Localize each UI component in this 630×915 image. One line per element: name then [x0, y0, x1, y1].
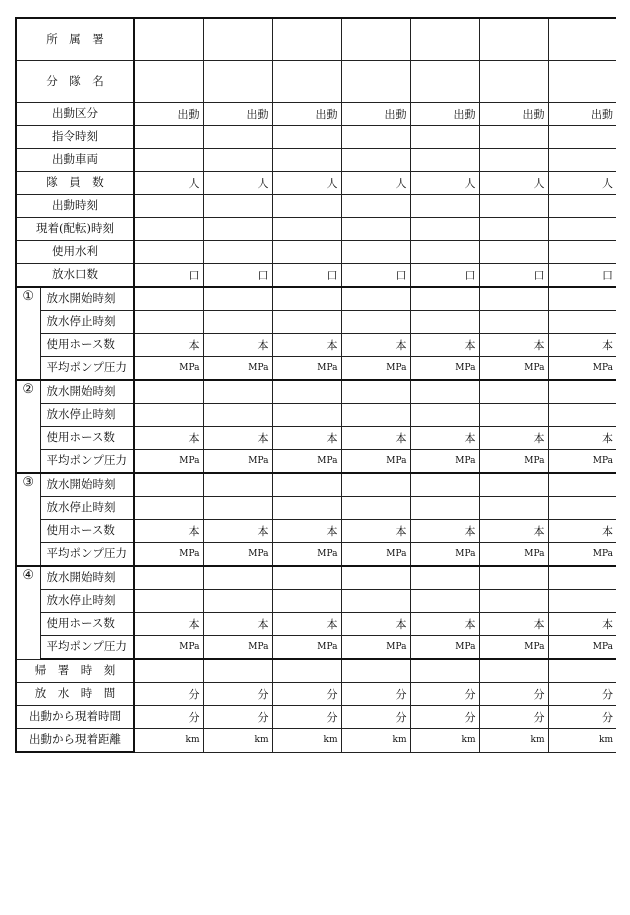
station-cell[interactable]	[410, 18, 479, 61]
station-cell[interactable]	[548, 18, 616, 61]
discharge-group-marker: ④	[16, 566, 40, 659]
hose-count-cell[interactable]: 本	[203, 613, 272, 636]
water-source-cell[interactable]	[410, 241, 479, 264]
return-time-cell[interactable]	[203, 659, 272, 683]
discharge-duration-cell[interactable]: 分	[134, 683, 203, 706]
hose-count-cell[interactable]: 本	[341, 334, 410, 357]
discharge-start-time-cell[interactable]	[272, 566, 341, 590]
discharge-stop-time-cell[interactable]	[479, 497, 548, 520]
dispatch-time-label: 出動時刻	[16, 195, 134, 218]
discharge-stop-time-cell[interactable]	[272, 497, 341, 520]
dispatch-to-arrival-distance-row	[16, 729, 616, 753]
unit-name-cell[interactable]	[272, 61, 341, 103]
discharge-duration-cell[interactable]: 分	[203, 683, 272, 706]
arrival-time-cell[interactable]	[410, 218, 479, 241]
hose-count-cell[interactable]: 本	[203, 427, 272, 450]
command-time-label: 指令時刻	[16, 126, 134, 149]
arrival-time-cell[interactable]	[479, 218, 548, 241]
discharge-duration-cell[interactable]: 分	[341, 683, 410, 706]
dispatch-to-arrival-distance-cell[interactable]: km	[272, 729, 341, 753]
dispatch-time-cell[interactable]	[203, 195, 272, 218]
dispatch-to-arrival-time-cell[interactable]: 分	[479, 706, 548, 729]
discharge-stop-time-cell[interactable]	[134, 311, 203, 334]
unit-name-cell[interactable]	[134, 61, 203, 103]
command-time-cell[interactable]	[479, 126, 548, 149]
water-source-cell[interactable]	[272, 241, 341, 264]
hose-count-cell[interactable]: 本	[548, 427, 616, 450]
pump-pressure-label: 平均ポンプ圧力	[40, 450, 134, 474]
hose-count-cell[interactable]: 本	[134, 520, 203, 543]
hose-count-cell[interactable]: 本	[272, 520, 341, 543]
hose-count-label: 使用ホース数	[40, 427, 134, 450]
discharge-start-time-cell[interactable]	[410, 566, 479, 590]
discharge-start-time-cell[interactable]	[479, 473, 548, 497]
water-source-cell[interactable]	[479, 241, 548, 264]
dispatch-type-row	[16, 103, 616, 126]
pump-pressure-row	[16, 636, 616, 660]
hose-count-cell[interactable]: 本	[341, 520, 410, 543]
pump-pressure-cell[interactable]: MPa	[272, 543, 341, 567]
discharge-duration-row	[16, 683, 616, 706]
hose-count-label: 使用ホース数	[40, 520, 134, 543]
hose-count-cell[interactable]: 本	[134, 427, 203, 450]
discharge-start-time-label: 放水開始時刻	[40, 287, 134, 311]
discharge-stop-time-row	[16, 311, 616, 334]
discharge-stop-time-cell[interactable]	[341, 590, 410, 613]
discharge-start-time-cell[interactable]	[548, 287, 616, 311]
station-cell[interactable]	[134, 18, 203, 61]
nozzle-count-cell[interactable]: 口	[272, 264, 341, 288]
arrival-time-cell[interactable]	[341, 218, 410, 241]
pump-pressure-cell[interactable]: MPa	[410, 636, 479, 660]
pump-pressure-cell[interactable]: MPa	[341, 450, 410, 474]
discharge-stop-time-cell[interactable]	[272, 590, 341, 613]
discharge-stop-time-cell[interactable]	[203, 404, 272, 427]
unit-name-row	[16, 61, 616, 103]
arrival-time-cell[interactable]	[548, 218, 616, 241]
dispatch-to-arrival-time-cell[interactable]: 分	[203, 706, 272, 729]
discharge-stop-time-cell[interactable]	[272, 404, 341, 427]
discharge-stop-time-label: 放水停止時刻	[40, 404, 134, 427]
discharge-start-time-cell[interactable]	[548, 566, 616, 590]
dispatch-type-label: 出動区分	[16, 103, 134, 126]
dispatch-to-arrival-distance-cell[interactable]: km	[479, 729, 548, 753]
arrival-time-row	[16, 218, 616, 241]
dispatch-to-arrival-time-label: 出動から現着時間	[16, 706, 134, 729]
pump-pressure-cell[interactable]: MPa	[203, 357, 272, 381]
dispatch-to-arrival-distance-cell[interactable]: km	[134, 729, 203, 753]
station-row	[16, 18, 616, 61]
discharge-start-time-cell[interactable]	[272, 287, 341, 311]
nozzle-count-cell[interactable]: 口	[410, 264, 479, 288]
discharge-start-time-cell[interactable]	[134, 473, 203, 497]
command-time-cell[interactable]	[272, 126, 341, 149]
dispatch-type-cell[interactable]: 出動	[548, 103, 616, 126]
pump-pressure-cell[interactable]: MPa	[548, 357, 616, 381]
discharge-start-time-cell[interactable]	[479, 380, 548, 404]
pump-pressure-label: 平均ポンプ圧力	[40, 543, 134, 567]
discharge-stop-time-cell[interactable]	[203, 311, 272, 334]
discharge-stop-time-cell[interactable]	[479, 404, 548, 427]
hose-count-cell[interactable]: 本	[134, 334, 203, 357]
pump-pressure-cell[interactable]: MPa	[134, 543, 203, 567]
dispatch-vehicle-label: 出動車両	[16, 149, 134, 172]
station-cell[interactable]	[341, 18, 410, 61]
return-time-row	[16, 659, 616, 683]
discharge-duration-label: 放 水 時 間	[16, 683, 134, 706]
crew-count-cell[interactable]: 人	[341, 172, 410, 195]
dispatch-vehicle-cell[interactable]	[341, 149, 410, 172]
crew-count-cell[interactable]: 人	[203, 172, 272, 195]
discharge-start-time-cell[interactable]	[134, 287, 203, 311]
discharge-start-time-cell[interactable]	[134, 566, 203, 590]
discharge-group-marker: ①	[16, 287, 40, 380]
discharge-start-time-cell[interactable]	[341, 287, 410, 311]
discharge-stop-time-label: 放水停止時刻	[40, 590, 134, 613]
dispatch-type-cell[interactable]: 出動	[272, 103, 341, 126]
hose-count-cell[interactable]: 本	[479, 520, 548, 543]
nozzle-count-cell[interactable]: 口	[134, 264, 203, 288]
return-time-cell[interactable]	[134, 659, 203, 683]
hose-count-cell[interactable]: 本	[410, 613, 479, 636]
discharge-stop-time-cell[interactable]	[134, 497, 203, 520]
discharge-duration-cell[interactable]: 分	[479, 683, 548, 706]
discharge-stop-time-cell[interactable]	[479, 311, 548, 334]
water-source-cell[interactable]	[134, 241, 203, 264]
dispatch-record-table	[15, 17, 616, 753]
discharge-start-time-label: 放水開始時刻	[40, 566, 134, 590]
dispatch-time-cell[interactable]	[134, 195, 203, 218]
hose-count-cell[interactable]: 本	[272, 334, 341, 357]
crew-count-label: 隊 員 数	[16, 172, 134, 195]
dispatch-vehicle-cell[interactable]	[203, 149, 272, 172]
unit-name-label: 分 隊 名	[16, 61, 134, 103]
unit-name-cell[interactable]	[341, 61, 410, 103]
discharge-start-time-row	[16, 473, 616, 497]
crew-count-row	[16, 172, 616, 195]
nozzle-count-label: 放水口数	[16, 264, 134, 288]
discharge-start-time-cell[interactable]	[203, 380, 272, 404]
dispatch-vehicle-cell[interactable]	[134, 149, 203, 172]
pump-pressure-cell[interactable]: MPa	[548, 636, 616, 660]
hose-count-cell[interactable]: 本	[410, 520, 479, 543]
dispatch-time-cell[interactable]	[410, 195, 479, 218]
command-time-cell[interactable]	[410, 126, 479, 149]
discharge-stop-time-cell[interactable]	[548, 404, 616, 427]
dispatch-to-arrival-time-row	[16, 706, 616, 729]
pump-pressure-label: 平均ポンプ圧力	[40, 357, 134, 381]
hose-count-row	[16, 334, 616, 357]
dispatch-type-cell[interactable]: 出動	[203, 103, 272, 126]
return-time-cell[interactable]	[479, 659, 548, 683]
discharge-start-time-cell[interactable]	[341, 566, 410, 590]
discharge-start-time-cell[interactable]	[479, 566, 548, 590]
nozzle-count-cell[interactable]: 口	[548, 264, 616, 288]
discharge-start-time-row	[16, 287, 616, 311]
dispatch-type-cell[interactable]: 出動	[410, 103, 479, 126]
nozzle-count-cell[interactable]: 口	[341, 264, 410, 288]
discharge-start-time-row	[16, 566, 616, 590]
pump-pressure-cell[interactable]: MPa	[272, 357, 341, 381]
arrival-time-cell[interactable]	[134, 218, 203, 241]
pump-pressure-cell[interactable]: MPa	[134, 357, 203, 381]
hose-count-cell[interactable]: 本	[410, 427, 479, 450]
discharge-stop-time-cell[interactable]	[410, 311, 479, 334]
dispatch-vehicle-cell[interactable]	[410, 149, 479, 172]
crew-count-cell[interactable]: 人	[272, 172, 341, 195]
hose-count-row	[16, 427, 616, 450]
command-time-cell[interactable]	[341, 126, 410, 149]
return-time-cell[interactable]	[410, 659, 479, 683]
pump-pressure-label: 平均ポンプ圧力	[40, 636, 134, 660]
discharge-start-time-cell[interactable]	[134, 380, 203, 404]
discharge-duration-cell[interactable]: 分	[410, 683, 479, 706]
return-time-label: 帰 署 時 刻	[16, 659, 134, 683]
dispatch-vehicle-row	[16, 149, 616, 172]
hose-count-cell[interactable]: 本	[479, 613, 548, 636]
command-time-cell[interactable]	[134, 126, 203, 149]
dispatch-to-arrival-time-cell[interactable]: 分	[341, 706, 410, 729]
hose-count-cell[interactable]: 本	[272, 613, 341, 636]
discharge-start-time-label: 放水開始時刻	[40, 380, 134, 404]
hose-count-cell[interactable]: 本	[479, 427, 548, 450]
hose-count-label: 使用ホース数	[40, 334, 134, 357]
discharge-start-time-cell[interactable]	[341, 380, 410, 404]
return-time-cell[interactable]	[272, 659, 341, 683]
pump-pressure-cell[interactable]: MPa	[134, 450, 203, 474]
discharge-stop-time-label: 放水停止時刻	[40, 497, 134, 520]
water-source-row	[16, 241, 616, 264]
dispatch-to-arrival-distance-cell[interactable]: km	[203, 729, 272, 753]
discharge-start-time-cell[interactable]	[410, 473, 479, 497]
discharge-stop-time-cell[interactable]	[203, 590, 272, 613]
discharge-start-time-cell[interactable]	[479, 287, 548, 311]
pump-pressure-cell[interactable]: MPa	[272, 636, 341, 660]
discharge-start-time-cell[interactable]	[410, 380, 479, 404]
dispatch-to-arrival-distance-cell[interactable]: km	[548, 729, 616, 753]
dispatch-vehicle-cell[interactable]	[272, 149, 341, 172]
pump-pressure-cell[interactable]: MPa	[134, 636, 203, 660]
return-time-cell[interactable]	[548, 659, 616, 683]
unit-name-cell[interactable]	[548, 61, 616, 103]
dispatch-time-cell[interactable]	[341, 195, 410, 218]
dispatch-record-form	[15, 17, 615, 752]
pump-pressure-cell[interactable]: MPa	[410, 357, 479, 381]
discharge-group-marker: ③	[16, 473, 40, 566]
unit-name-cell[interactable]	[410, 61, 479, 103]
crew-count-cell[interactable]: 人	[134, 172, 203, 195]
dispatch-vehicle-cell[interactable]	[548, 149, 616, 172]
water-source-label: 使用水利	[16, 241, 134, 264]
crew-count-cell[interactable]: 人	[548, 172, 616, 195]
crew-count-cell[interactable]: 人	[410, 172, 479, 195]
discharge-stop-time-cell[interactable]	[548, 311, 616, 334]
discharge-stop-time-cell[interactable]	[410, 404, 479, 427]
hose-count-cell[interactable]: 本	[410, 334, 479, 357]
return-time-cell[interactable]	[341, 659, 410, 683]
discharge-start-time-cell[interactable]	[203, 287, 272, 311]
discharge-start-time-label: 放水開始時刻	[40, 473, 134, 497]
arrival-time-label: 現着(配転)時刻	[16, 218, 134, 241]
command-time-row	[16, 126, 616, 149]
discharge-stop-time-cell[interactable]	[203, 497, 272, 520]
discharge-duration-cell[interactable]: 分	[272, 683, 341, 706]
pump-pressure-cell[interactable]: MPa	[341, 636, 410, 660]
discharge-stop-time-cell[interactable]	[410, 590, 479, 613]
pump-pressure-cell[interactable]: MPa	[341, 543, 410, 567]
hose-count-cell[interactable]: 本	[341, 613, 410, 636]
discharge-start-time-cell[interactable]	[203, 473, 272, 497]
hose-count-row	[16, 520, 616, 543]
pump-pressure-cell[interactable]: MPa	[203, 450, 272, 474]
nozzle-count-cell[interactable]: 口	[479, 264, 548, 288]
hose-count-cell[interactable]: 本	[548, 613, 616, 636]
discharge-start-time-cell[interactable]	[548, 380, 616, 404]
pump-pressure-row	[16, 357, 616, 381]
pump-pressure-cell[interactable]: MPa	[203, 543, 272, 567]
arrival-time-cell[interactable]	[272, 218, 341, 241]
discharge-stop-time-cell[interactable]	[134, 404, 203, 427]
station-label: 所 属 署	[16, 18, 134, 61]
pump-pressure-cell[interactable]: MPa	[479, 357, 548, 381]
crew-count-cell[interactable]: 人	[479, 172, 548, 195]
hose-count-cell[interactable]: 本	[203, 334, 272, 357]
unit-name-cell[interactable]	[479, 61, 548, 103]
hose-count-cell[interactable]: 本	[134, 613, 203, 636]
station-cell[interactable]	[479, 18, 548, 61]
pump-pressure-cell[interactable]: MPa	[272, 450, 341, 474]
discharge-stop-time-cell[interactable]	[479, 590, 548, 613]
dispatch-to-arrival-distance-label: 出動から現着距離	[16, 729, 134, 753]
hose-count-cell[interactable]: 本	[203, 520, 272, 543]
discharge-stop-time-cell[interactable]	[134, 590, 203, 613]
discharge-stop-time-label: 放水停止時刻	[40, 311, 134, 334]
discharge-start-time-cell[interactable]	[272, 473, 341, 497]
nozzle-count-row	[16, 264, 616, 288]
discharge-stop-time-cell[interactable]	[410, 497, 479, 520]
dispatch-time-cell[interactable]	[479, 195, 548, 218]
arrival-time-cell[interactable]	[203, 218, 272, 241]
hose-count-cell[interactable]: 本	[272, 427, 341, 450]
discharge-group-marker: ②	[16, 380, 40, 473]
pump-pressure-cell[interactable]: MPa	[410, 543, 479, 567]
dispatch-time-cell[interactable]	[272, 195, 341, 218]
dispatch-to-arrival-time-cell[interactable]: 分	[410, 706, 479, 729]
discharge-stop-time-cell[interactable]	[548, 590, 616, 613]
discharge-start-time-row	[16, 380, 616, 404]
hose-count-cell[interactable]: 本	[548, 334, 616, 357]
pump-pressure-cell[interactable]: MPa	[410, 450, 479, 474]
dispatch-type-cell[interactable]: 出動	[479, 103, 548, 126]
discharge-start-time-cell[interactable]	[203, 566, 272, 590]
hose-count-cell[interactable]: 本	[341, 427, 410, 450]
pump-pressure-row	[16, 543, 616, 567]
pump-pressure-cell[interactable]: MPa	[479, 636, 548, 660]
station-cell[interactable]	[203, 18, 272, 61]
dispatch-to-arrival-time-cell[interactable]: 分	[134, 706, 203, 729]
discharge-start-time-cell[interactable]	[341, 473, 410, 497]
dispatch-vehicle-cell[interactable]	[479, 149, 548, 172]
pump-pressure-cell[interactable]: MPa	[548, 450, 616, 474]
hose-count-cell[interactable]: 本	[548, 520, 616, 543]
discharge-start-time-cell[interactable]	[272, 380, 341, 404]
discharge-start-time-cell[interactable]	[410, 287, 479, 311]
discharge-stop-time-cell[interactable]	[341, 404, 410, 427]
pump-pressure-row	[16, 450, 616, 474]
hose-count-label: 使用ホース数	[40, 613, 134, 636]
discharge-stop-time-cell[interactable]	[341, 311, 410, 334]
pump-pressure-cell[interactable]: MPa	[479, 450, 548, 474]
dispatch-to-arrival-time-cell[interactable]: 分	[272, 706, 341, 729]
discharge-stop-time-row	[16, 404, 616, 427]
hose-count-row	[16, 613, 616, 636]
dispatch-type-cell[interactable]: 出動	[341, 103, 410, 126]
dispatch-to-arrival-distance-cell[interactable]: km	[410, 729, 479, 753]
discharge-stop-time-cell[interactable]	[272, 311, 341, 334]
dispatch-type-cell[interactable]: 出動	[134, 103, 203, 126]
discharge-start-time-cell[interactable]	[548, 473, 616, 497]
station-cell[interactable]	[272, 18, 341, 61]
water-source-cell[interactable]	[341, 241, 410, 264]
pump-pressure-cell[interactable]: MPa	[479, 543, 548, 567]
pump-pressure-cell[interactable]: MPa	[548, 543, 616, 567]
dispatch-time-row	[16, 195, 616, 218]
discharge-stop-time-row	[16, 497, 616, 520]
command-time-cell[interactable]	[548, 126, 616, 149]
command-time-cell[interactable]	[203, 126, 272, 149]
nozzle-count-cell[interactable]: 口	[203, 264, 272, 288]
unit-name-cell[interactable]	[203, 61, 272, 103]
dispatch-time-cell[interactable]	[548, 195, 616, 218]
dispatch-to-arrival-distance-cell[interactable]: km	[341, 729, 410, 753]
pump-pressure-cell[interactable]: MPa	[341, 357, 410, 381]
water-source-cell[interactable]	[548, 241, 616, 264]
hose-count-cell[interactable]: 本	[479, 334, 548, 357]
water-source-cell[interactable]	[203, 241, 272, 264]
discharge-duration-cell[interactable]: 分	[548, 683, 616, 706]
discharge-stop-time-row	[16, 590, 616, 613]
pump-pressure-cell[interactable]: MPa	[203, 636, 272, 660]
discharge-stop-time-cell[interactable]	[341, 497, 410, 520]
discharge-stop-time-cell[interactable]	[548, 497, 616, 520]
dispatch-to-arrival-time-cell[interactable]: 分	[548, 706, 616, 729]
